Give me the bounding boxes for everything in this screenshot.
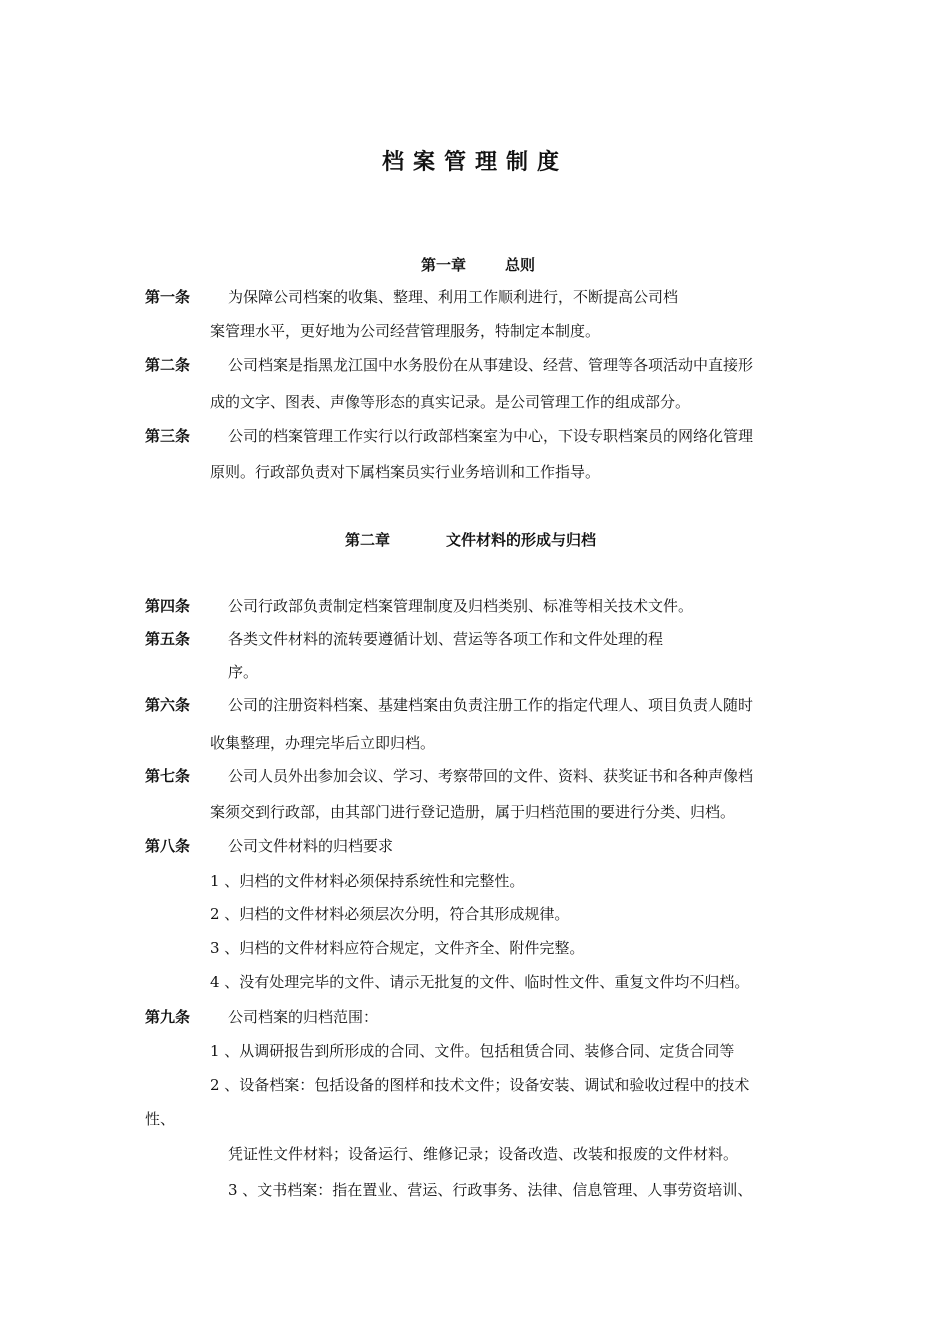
article-label: 第四条 [145,597,191,615]
list-item-continuation: 凭证性文件材料；设备运行、维修记录；设备改造、改装和报废的文件材料。 [228,1145,739,1163]
article-text: 公司文件材料的归档要求 [228,837,394,855]
article-label: 第三条 [145,427,191,445]
chapter-2-name: 文件材料的形成与归档 [446,531,597,549]
list-item: 1 、归档的文件材料必须保持系统性和完整性。 [210,872,525,890]
article-text: 为保障公司档案的收集、整理、利用工作顺利进行，不断提高公司档 [228,288,679,306]
article-label: 第八条 [145,837,191,855]
article-text: 公司的注册资料档案、基建档案由负责注册工作的指定代理人、项目负责人随时 [228,696,754,714]
article-label: 第七条 [145,767,191,785]
list-item: 2 、归档的文件材料必须层次分明，符合其形成规律。 [210,905,570,923]
article-text: 原则。行政部负责对下属档案员实行业务培训和工作指导。 [210,463,601,481]
chapter-1-number: 第一章 [421,256,467,274]
article-text: 公司的档案管理工作实行以行政部档案室为中心，下设专职档案员的网络化管理 [228,427,754,445]
article-text: 公司档案是指黑龙江国中水务股份在从事建设、经营、管理等各项活动中直接形 [228,356,754,374]
list-item: 4 、没有处理完毕的文件、请示无批复的文件、临时性文件、重复文件均不归档。 [210,973,750,991]
list-item: 1 、从调研报告到所形成的合同、文件。包括租赁合同、装修合同、定货合同等 [210,1042,735,1060]
article-text: 案管理水平，更好地为公司经营管理服务，特制定本制度。 [210,322,601,340]
list-item: 3 、文书档案：指在置业、营运、行政事务、法律、信息管理、人事劳资培训、 [228,1181,753,1199]
chapter-1-name: 总则 [505,256,536,274]
article-label: 第九条 [145,1008,191,1026]
article-text: 成的文字、图表、声像等形态的真实记录。是公司管理工作的组成部分。 [210,393,691,411]
list-item-continuation: 性、 [145,1110,176,1128]
list-item: 3 、归档的文件材料应符合规定，文件齐全、附件完整。 [210,939,585,957]
article-text: 各类文件材料的流转要遵循计划、营运等各项工作和文件处理的程 [228,630,664,648]
article-label: 第六条 [145,696,191,714]
list-item: 2 、设备档案：包括设备的图样和技术文件；设备安装、调试和验收过程中的技术 [210,1076,750,1094]
article-text: 序。 [228,663,259,681]
article-text: 公司档案的归档范围： [228,1008,379,1026]
chapter-2-number: 第二章 [345,531,391,549]
article-label: 第五条 [145,630,191,648]
article-text: 收集整理，办理完毕后立即归档。 [210,734,436,752]
article-text: 公司行政部负责制定档案管理制度及归档类别、标准等相关技术文件。 [228,597,694,615]
article-text: 案须交到行政部，由其部门进行登记造册，属于归档范围的要进行分类、归档。 [210,803,736,821]
article-text: 公司人员外出参加会议、学习、考察带回的文件、资料、获奖证书和各种声像档 [228,767,754,785]
article-label: 第一条 [145,288,191,306]
article-label: 第二条 [145,356,191,374]
document-title: 档案管理制度 [381,150,568,175]
